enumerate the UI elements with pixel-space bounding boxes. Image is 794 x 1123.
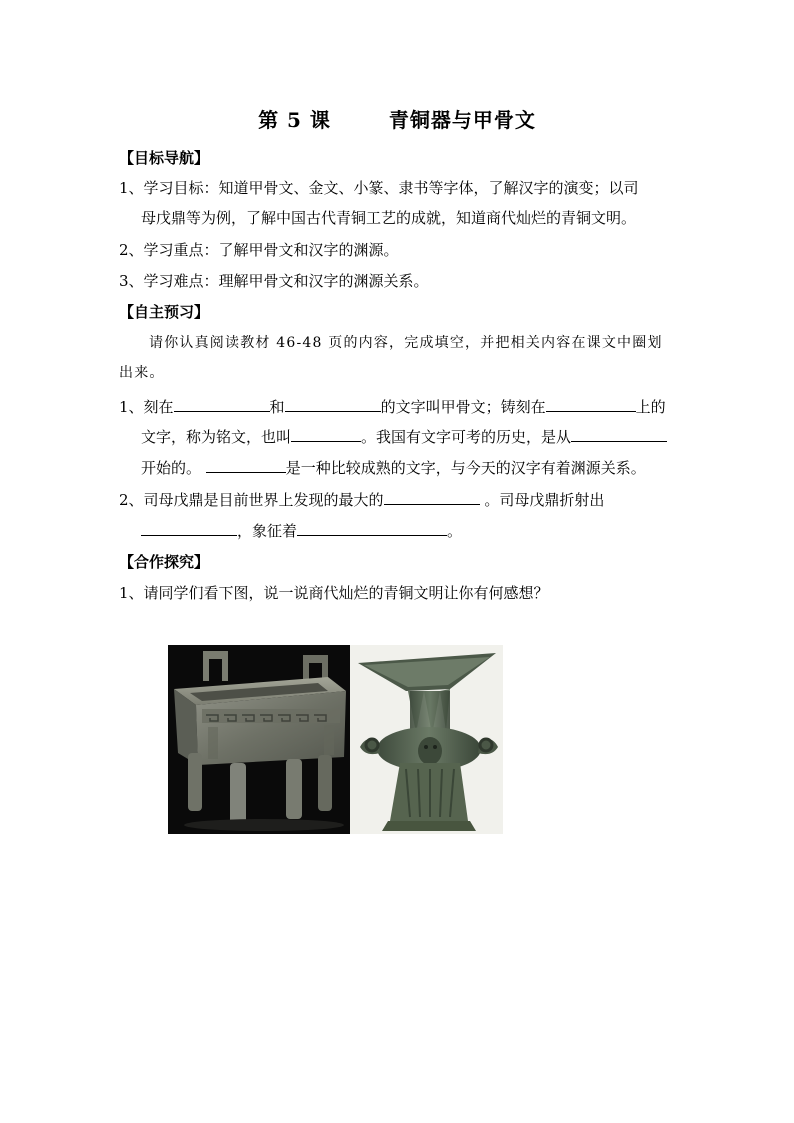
blank-8[interactable] [141,534,237,536]
blank-7[interactable] [384,503,480,505]
blank-5[interactable] [571,440,667,442]
blank-3[interactable] [546,410,636,412]
goal-item-3: 3、学习难点：理解甲骨文和汉字的渊源关系。 [119,272,429,290]
question-2-line-1: 2、司母戊鼎是目前世界上发现的最大的 。司母戊鼎折射出 [119,491,605,509]
preview-instruction-line-1: 请你认真阅读教材 46-48 页的内容，完成填空，并把相关内容在课文中圈划 [149,335,663,351]
preview-heading: 【自主预习】 [119,303,210,321]
blank-6[interactable] [206,471,286,473]
question-2-line-2: ，象征着 。 [141,520,462,541]
si-mu-wu-ding-photo [168,645,350,834]
goal-item-1-line-1: 1、学习目标：知道甲骨文、金文、小篆、隶书等字体，了解汉字的演变；以司 [119,179,639,197]
goal-item-2: 2、学习重点：了解甲骨文和汉字的渊源。 [119,241,399,259]
blank-9[interactable] [297,534,447,536]
blank-2[interactable] [285,410,381,412]
goal-item-1-line-2: 母戊鼎等为例，了解中国古代青铜工艺的成就，知道商代灿烂的青铜文明。 [141,209,637,227]
preview-instruction-line-2: 出来。 [119,365,165,381]
lesson-name: 青铜器与甲骨文 [388,108,536,132]
question-1-line-3: 开始的。 是一种比较成熟的文字，与今天的汉字有着渊源关系。 [141,459,646,477]
bronze-photos [168,645,503,834]
blank-4[interactable] [291,440,361,442]
explore-item-1: 1、请同学们看下图，说一说商代灿烂的青铜文明让你有何感想？ [119,584,549,602]
question-1-line-2: 文字，称为铭文，也叫 。我国有文字可考的历史，是从 [141,426,667,447]
blank-1[interactable] [174,410,270,412]
four-ram-zun-photo [350,645,503,834]
question-1-line-1: 1、刻在 和 的文字叫甲骨文；铸刻在 上的 [119,398,666,416]
lesson-number: 第 5 课 [258,108,331,132]
goals-heading: 【目标导航】 [119,149,210,167]
explore-heading: 【合作探究】 [119,553,210,571]
page-title [0,104,794,133]
